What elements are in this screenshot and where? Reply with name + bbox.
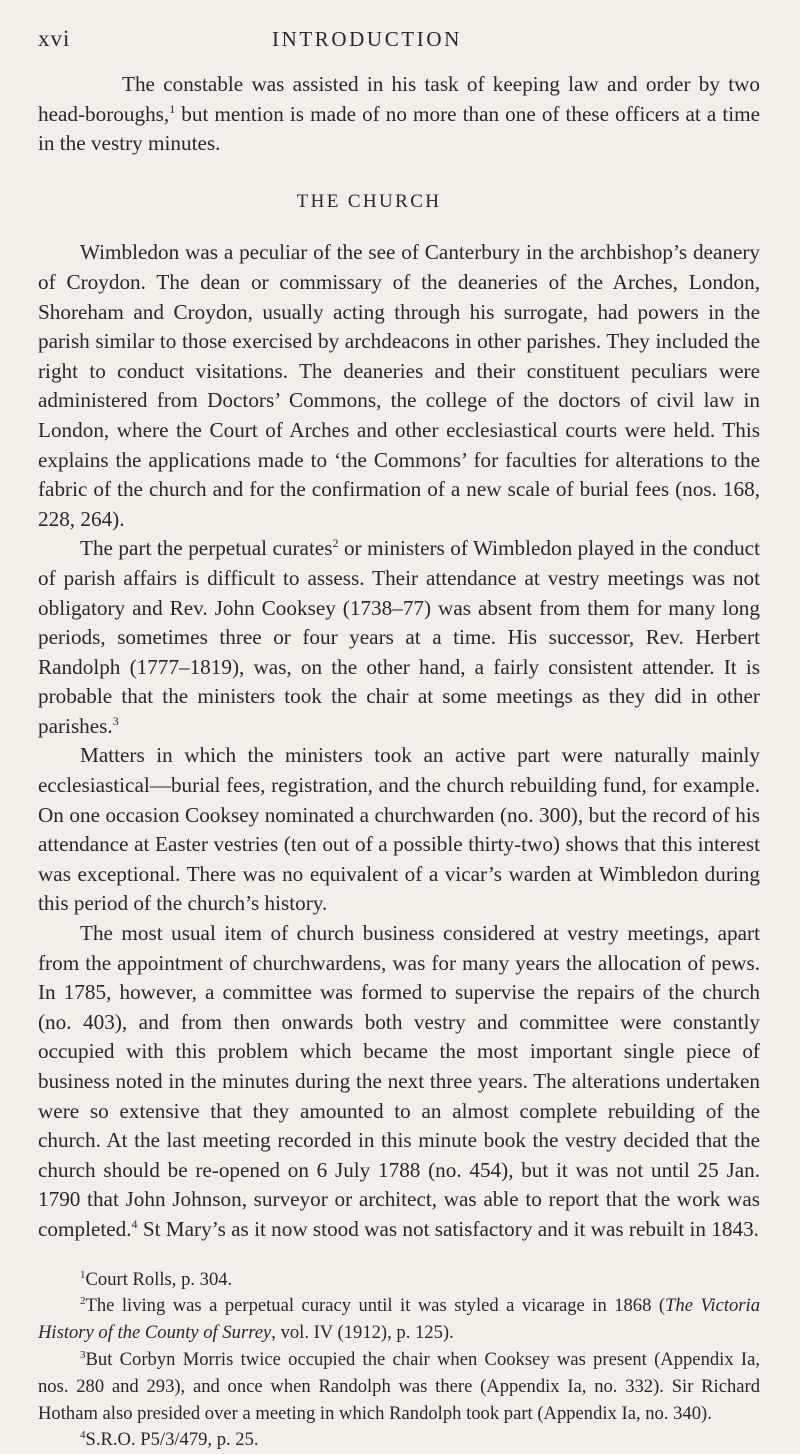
paragraph-text: The part the perpetual curates	[80, 536, 333, 561]
paragraph-curates	[38, 534, 760, 741]
paragraph-text: St Mary’s as it now stood was not satisfactory and it was rebuilt in 1843.	[137, 1216, 759, 1241]
footnote-1	[38, 1267, 760, 1294]
church-section	[38, 238, 760, 1244]
footnote-ref-1[interactable]: 1	[169, 101, 176, 116]
footnote-4	[38, 1427, 760, 1454]
paragraph-peculiar: Wimbledon was a peculiar of the see of Canterbury in the archbishop’s deanery of Croydon. The dean or commissary of the deaneries of the Arches, London, Shoreham and Croydon, usually acting through his surrogate, had powers in the parish similar to those exercised by archdeacons in other parishes. They included the right to conduct visitations. The deaneries and their constituent peculiars were administered from Doctors’ Commons, the college of the doctors of civil law in London, where the Court of Arches and other ecclesiastical courts were held. This explains the applications made to ‘the Commons’ for faculties for alterations to the fabric of the church and for the confirmation of a new scale of burial fees (nos. 168, 228, 264).	[38, 240, 760, 531]
footnote-number: 2	[80, 1295, 86, 1308]
footnote-3	[38, 1347, 760, 1427]
footnote-ref-3[interactable]: 3	[112, 713, 119, 728]
footnotes	[38, 1267, 760, 1454]
paragraph-church-business	[38, 919, 760, 1245]
intro-text-end: but mention is made of no more than one of these officers at a time in the vestry minutes.	[38, 101, 760, 156]
intro-paragraph	[38, 70, 760, 159]
footnote-text: The living was a perpetual curacy until it was styled a vicarage in 1868 (	[85, 1295, 666, 1317]
footnote-text: S.R.O. P5/3/479, p. 25.	[85, 1429, 259, 1451]
footnote-citation-title: The Victoria History of the County of Surrey	[38, 1295, 760, 1344]
intro-text: The constable was assisted in his task of keeping law and order by two head-boroughs,	[38, 72, 760, 126]
footnote-2	[38, 1293, 760, 1347]
footnote-ref-4[interactable]: 4	[131, 1216, 138, 1231]
section-heading: THE CHURCH	[296, 190, 442, 212]
footnote-number: 3	[80, 1348, 86, 1361]
footnote-number: 4	[80, 1429, 86, 1442]
paragraph-text: or ministers of Wimbledon played in the conduct of parish affairs is difficult to assess. Their attendance at vestry meetings was not obligatory and Rev. John Cooksey (1738–77) was absent from them for many long periods, sometimes three or four years at a time. His successor, Rev. Herbert Randolph (1777–1819), was, on the other hand, a fairly consistent attender. It is probable that the ministers took the chair at some meetings as they did in other parishes.	[38, 536, 760, 738]
running-title: INTRODUCTION	[272, 27, 462, 51]
footnote-text: , vol. IV (1912), p. 125).	[271, 1322, 454, 1344]
footnote-ref-2[interactable]: 2	[332, 536, 339, 551]
page-number: xvi	[38, 26, 71, 51]
main-text	[38, 70, 760, 1454]
paragraph-text: The most usual item of church business considered at vestry meetings, apart from the appointment of churchwardens, was for many years the allocation of pews. In 1785, however, a committee was formed to supervise the repairs of the church (no. 403), and from then onwards both vestry and committee were constantly occupied with this problem which became the most important single piece of business noted in the minutes during the next three years. The alterations undertaken were so extensive that they amounted to an almost complete rebuilding of the church. At the last meeting recorded in this minute book the vestry decided that the church should be re-opened on 6 July 1788 (no. 454), but it was not until 25 Jan. 1790 that John Johnson, surveyor or architect, was able to report that the work was completed.	[38, 921, 760, 1241]
footnote-text: But Corbyn Morris twice occupied the chair when Cooksey was present (Appendix Ia, nos. 280 and 293), and once when Randolph was there (Appendix Ia, no. 332). Sir Richard Hotham also presided over a meeting in which Randolph took part (Appendix Ia, no. 340).	[38, 1348, 760, 1424]
footnote-text: Court Rolls, p. 304.	[85, 1268, 233, 1290]
paragraph-matters: Matters in which the ministers took an active part were naturally mainly ecclesiastical—burial fees, registration, and the church rebuilding fund, for example. On one occasion Cooksey nominated a churchwarden (no. 300), but the record of his attendance at Easter vestries (ten out of a possible thirty-two) shows that this interest was exceptional. There was no equivalent of a vicar’s warden at Wimbledon during this period of the church’s history.	[38, 743, 760, 916]
running-head	[38, 0, 760, 70]
footnote-number: 1	[80, 1268, 86, 1281]
